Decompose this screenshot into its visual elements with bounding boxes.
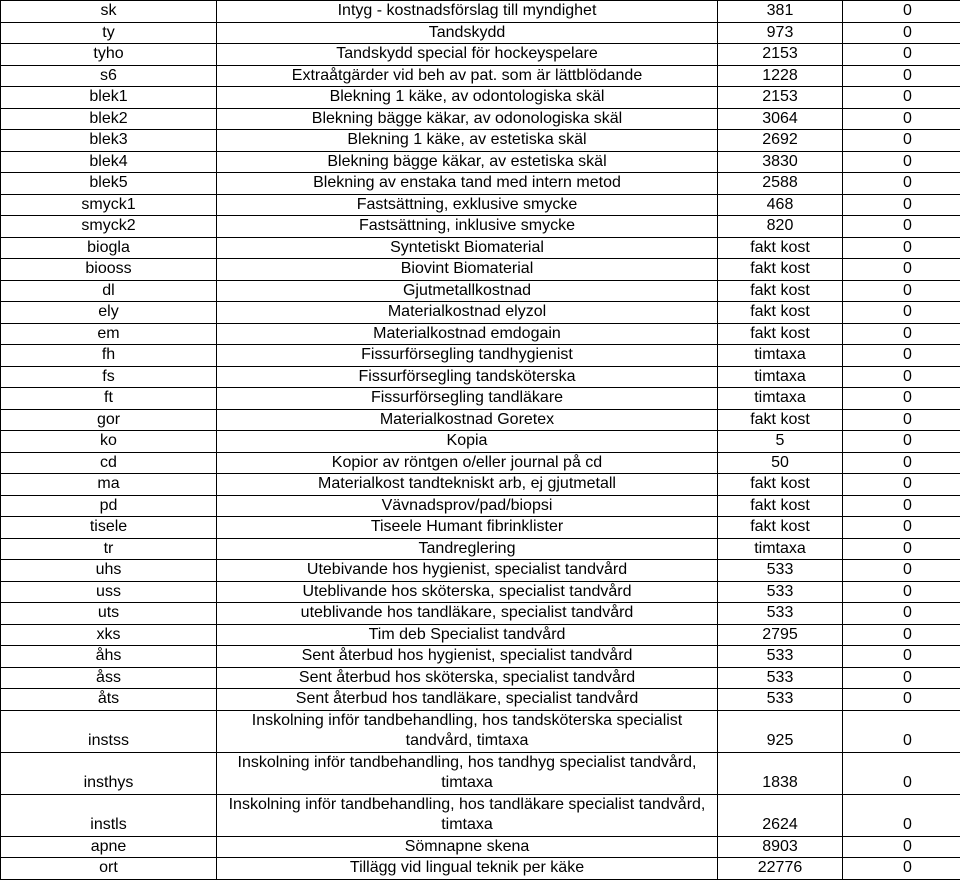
description-cell: Sent återbud hos hygienist, specialist tandvård	[217, 646, 718, 668]
description-cell: Vävnadsprov/pad/biopsi	[217, 495, 718, 517]
description-cell: Blekning bägge käkar, av estetiska skäl	[217, 151, 718, 173]
description-cell: Intyg - kostnadsförslag till myndighet	[217, 1, 718, 23]
extra-cell: 0	[843, 259, 960, 281]
extra-cell: 0	[843, 44, 960, 66]
table-row	[1, 538, 960, 560]
price-cell: 533	[718, 581, 843, 603]
description-cell: Materialkostnad emdogain	[217, 323, 718, 345]
extra-cell: 0	[843, 280, 960, 302]
price-cell: 3064	[718, 108, 843, 130]
description-cell: Blekning 1 käke, av estetiska skäl	[217, 130, 718, 152]
table-row	[1, 388, 960, 410]
code-cell: blek5	[1, 173, 217, 195]
extra-cell: 0	[843, 752, 960, 794]
extra-cell: 0	[843, 194, 960, 216]
table-row	[1, 1, 960, 23]
extra-cell: 0	[843, 710, 960, 752]
code-cell: blek4	[1, 151, 217, 173]
description-cell: Materialkost tandtekniskt arb, ej gjutmetall	[217, 474, 718, 496]
price-cell: fakt kost	[718, 409, 843, 431]
price-cell: fakt kost	[718, 302, 843, 324]
description-cell: Tiseele Humant fibrinklister	[217, 517, 718, 539]
table-row	[1, 237, 960, 259]
price-cell: timtaxa	[718, 388, 843, 410]
table-row	[1, 409, 960, 431]
extra-cell: 0	[843, 431, 960, 453]
extra-cell: 0	[843, 794, 960, 836]
code-cell: blek3	[1, 130, 217, 152]
extra-cell: 0	[843, 667, 960, 689]
table-row	[1, 345, 960, 367]
code-cell: uss	[1, 581, 217, 603]
price-cell: 2624	[718, 794, 843, 836]
description-cell: uteblivande hos tandläkare, specialist tandvård	[217, 603, 718, 625]
table-row	[1, 752, 960, 794]
code-cell: fh	[1, 345, 217, 367]
table-row	[1, 173, 960, 195]
extra-cell: 0	[843, 366, 960, 388]
description-cell: Biovint Biomaterial	[217, 259, 718, 281]
table-row	[1, 667, 960, 689]
extra-cell: 0	[843, 836, 960, 858]
table-row	[1, 65, 960, 87]
table-row	[1, 108, 960, 130]
extra-cell: 0	[843, 237, 960, 259]
table-row	[1, 689, 960, 711]
price-cell: 925	[718, 710, 843, 752]
extra-cell: 0	[843, 689, 960, 711]
table-row	[1, 452, 960, 474]
code-cell: uhs	[1, 560, 217, 582]
extra-cell: 0	[843, 173, 960, 195]
code-cell: xks	[1, 624, 217, 646]
price-cell: timtaxa	[718, 538, 843, 560]
code-cell: em	[1, 323, 217, 345]
description-cell: Blekning bägge käkar, av odonologiska skäl	[217, 108, 718, 130]
description-cell: Tandskydd	[217, 22, 718, 44]
code-cell: instls	[1, 794, 217, 836]
description-cell: Inskolning inför tandbehandling, hos tandsköterska specialist tandvård, timtaxa	[217, 710, 718, 752]
price-cell: 533	[718, 560, 843, 582]
description-cell: Kopior av röntgen o/eller journal på cd	[217, 452, 718, 474]
code-cell: sk	[1, 1, 217, 23]
extra-cell: 0	[843, 87, 960, 109]
price-cell: fakt kost	[718, 280, 843, 302]
table-row	[1, 259, 960, 281]
code-cell: cd	[1, 452, 217, 474]
table-row	[1, 836, 960, 858]
code-cell: åts	[1, 689, 217, 711]
table-row	[1, 646, 960, 668]
code-cell: biogla	[1, 237, 217, 259]
table-row	[1, 151, 960, 173]
description-cell: Inskolning inför tandbehandling, hos tandläkare specialist tandvård, timtaxa	[217, 794, 718, 836]
description-cell: Blekning av enstaka tand med intern metod	[217, 173, 718, 195]
code-cell: s6	[1, 65, 217, 87]
extra-cell: 0	[843, 646, 960, 668]
price-cell: fakt kost	[718, 517, 843, 539]
description-cell: Syntetiskt Biomaterial	[217, 237, 718, 259]
description-cell: Sömnapne skena	[217, 836, 718, 858]
price-cell: fakt kost	[718, 474, 843, 496]
fee-table-body	[1, 1, 960, 880]
extra-cell: 0	[843, 495, 960, 517]
code-cell: uts	[1, 603, 217, 625]
table-row	[1, 560, 960, 582]
description-cell: Fastsättning, inklusive smycke	[217, 216, 718, 238]
code-cell: apne	[1, 836, 217, 858]
code-cell: ort	[1, 858, 217, 880]
code-cell: fs	[1, 366, 217, 388]
code-cell: åhs	[1, 646, 217, 668]
description-cell: Fissurförsegling tandläkare	[217, 388, 718, 410]
code-cell: ma	[1, 474, 217, 496]
price-cell: 3830	[718, 151, 843, 173]
extra-cell: 0	[843, 345, 960, 367]
extra-cell: 0	[843, 216, 960, 238]
extra-cell: 0	[843, 65, 960, 87]
description-cell: Sent återbud hos tandläkare, specialist tandvård	[217, 689, 718, 711]
extra-cell: 0	[843, 130, 960, 152]
extra-cell: 0	[843, 581, 960, 603]
price-cell: fakt kost	[718, 495, 843, 517]
table-row	[1, 302, 960, 324]
description-cell: Inskolning inför tandbehandling, hos tandhyg specialist tandvård, timtaxa	[217, 752, 718, 794]
description-cell: Kopia	[217, 431, 718, 453]
table-row	[1, 280, 960, 302]
code-cell: pd	[1, 495, 217, 517]
price-cell: 533	[718, 667, 843, 689]
table-row	[1, 216, 960, 238]
description-cell: Tillägg vid lingual teknik per käke	[217, 858, 718, 880]
table-row	[1, 474, 960, 496]
code-cell: dl	[1, 280, 217, 302]
table-row	[1, 581, 960, 603]
price-cell: 2795	[718, 624, 843, 646]
description-cell: Tandskydd special för hockeyspelare	[217, 44, 718, 66]
table-row	[1, 603, 960, 625]
code-cell: blek1	[1, 87, 217, 109]
price-cell: fakt kost	[718, 237, 843, 259]
extra-cell: 0	[843, 108, 960, 130]
price-cell: 5	[718, 431, 843, 453]
code-cell: smyck2	[1, 216, 217, 238]
code-cell: biooss	[1, 259, 217, 281]
code-cell: ty	[1, 22, 217, 44]
table-row	[1, 323, 960, 345]
price-cell: timtaxa	[718, 366, 843, 388]
price-cell: 1228	[718, 65, 843, 87]
extra-cell: 0	[843, 452, 960, 474]
code-cell: smyck1	[1, 194, 217, 216]
price-cell: 973	[718, 22, 843, 44]
price-cell: 468	[718, 194, 843, 216]
code-cell: blek2	[1, 108, 217, 130]
price-cell: 22776	[718, 858, 843, 880]
price-cell: 2153	[718, 87, 843, 109]
price-cell: 533	[718, 646, 843, 668]
code-cell: ely	[1, 302, 217, 324]
description-cell: Materialkostnad elyzol	[217, 302, 718, 324]
price-cell: 50	[718, 452, 843, 474]
extra-cell: 0	[843, 409, 960, 431]
extra-cell: 0	[843, 538, 960, 560]
price-cell: 2153	[718, 44, 843, 66]
extra-cell: 0	[843, 858, 960, 880]
code-cell: instss	[1, 710, 217, 752]
description-cell: Blekning 1 käke, av odontologiska skäl	[217, 87, 718, 109]
description-cell: Tim deb Specialist tandvård	[217, 624, 718, 646]
table-row	[1, 858, 960, 880]
code-cell: åss	[1, 667, 217, 689]
extra-cell: 0	[843, 302, 960, 324]
price-cell: 533	[718, 689, 843, 711]
code-cell: insthys	[1, 752, 217, 794]
code-cell: tisele	[1, 517, 217, 539]
extra-cell: 0	[843, 323, 960, 345]
table-row	[1, 130, 960, 152]
table-row	[1, 431, 960, 453]
table-row	[1, 194, 960, 216]
price-cell: 820	[718, 216, 843, 238]
extra-cell: 0	[843, 474, 960, 496]
price-cell: 1838	[718, 752, 843, 794]
table-row	[1, 517, 960, 539]
extra-cell: 0	[843, 151, 960, 173]
price-cell: timtaxa	[718, 345, 843, 367]
description-cell: Sent återbud hos sköterska, specialist tandvård	[217, 667, 718, 689]
description-cell: Extraåtgärder vid beh av pat. som är lättblödande	[217, 65, 718, 87]
description-cell: Gjutmetallkostnad	[217, 280, 718, 302]
description-cell: Uteblivande hos sköterska, specialist tandvård	[217, 581, 718, 603]
code-cell: tyho	[1, 44, 217, 66]
description-cell: Utebivande hos hygienist, specialist tandvård	[217, 560, 718, 582]
table-row	[1, 624, 960, 646]
extra-cell: 0	[843, 560, 960, 582]
description-cell: Materialkostnad Goretex	[217, 409, 718, 431]
table-row	[1, 87, 960, 109]
extra-cell: 0	[843, 517, 960, 539]
extra-cell: 0	[843, 22, 960, 44]
price-cell: fakt kost	[718, 259, 843, 281]
price-cell: 533	[718, 603, 843, 625]
price-cell: fakt kost	[718, 323, 843, 345]
table-row	[1, 44, 960, 66]
extra-cell: 0	[843, 388, 960, 410]
description-cell: Fissurförsegling tandhygienist	[217, 345, 718, 367]
code-cell: tr	[1, 538, 217, 560]
table-row	[1, 495, 960, 517]
table-row	[1, 366, 960, 388]
price-cell: 8903	[718, 836, 843, 858]
code-cell: ft	[1, 388, 217, 410]
price-cell: 381	[718, 1, 843, 23]
price-cell: 2692	[718, 130, 843, 152]
price-cell: 2588	[718, 173, 843, 195]
table-row	[1, 22, 960, 44]
description-cell: Tandreglering	[217, 538, 718, 560]
extra-cell: 0	[843, 624, 960, 646]
table-row	[1, 710, 960, 752]
description-cell: Fastsättning, exklusive smycke	[217, 194, 718, 216]
extra-cell: 0	[843, 1, 960, 23]
extra-cell: 0	[843, 603, 960, 625]
code-cell: ko	[1, 431, 217, 453]
description-cell: Fissurförsegling tandsköterska	[217, 366, 718, 388]
code-cell: gor	[1, 409, 217, 431]
table-row	[1, 794, 960, 836]
